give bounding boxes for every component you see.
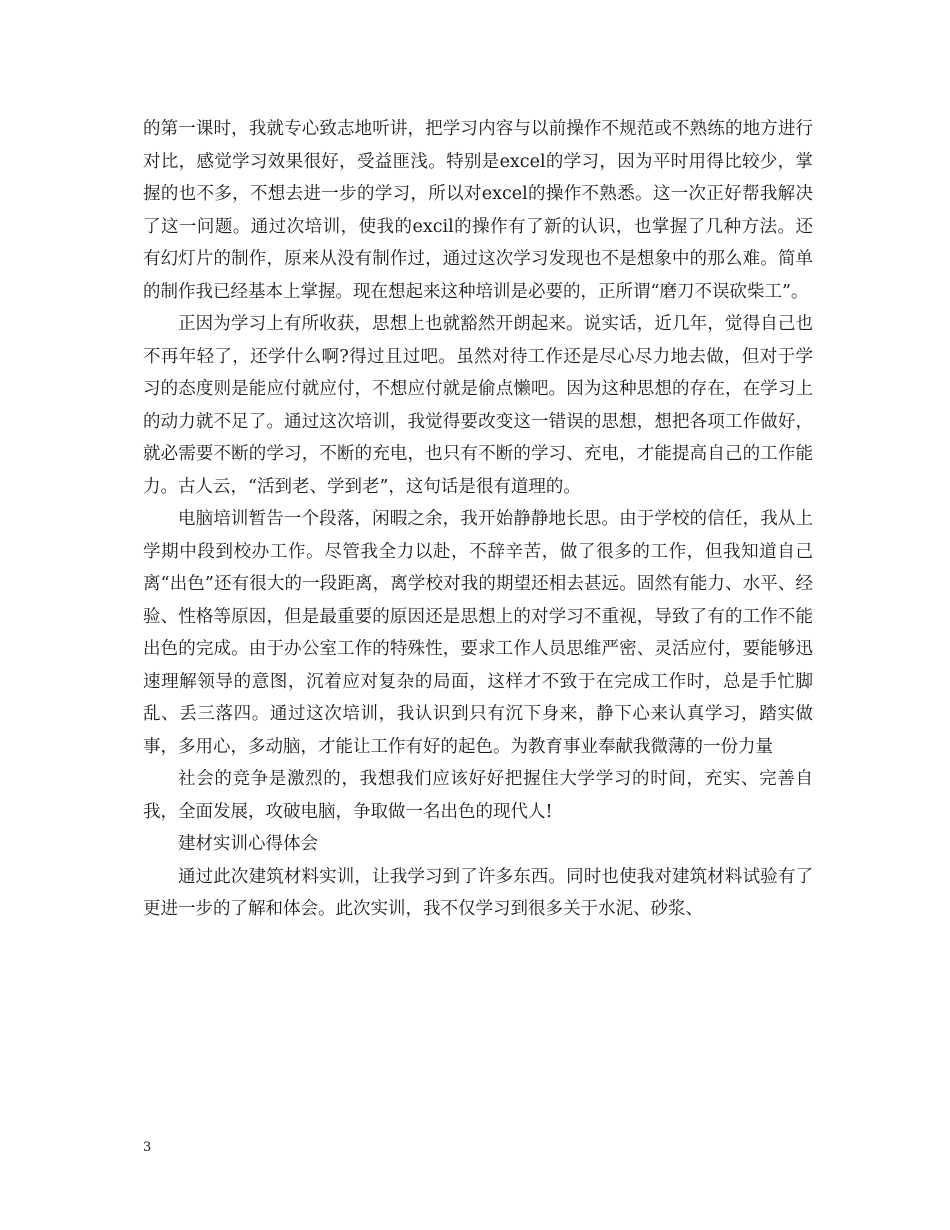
page-number: 3 — [143, 1140, 152, 1155]
paragraph-2: 正因为学习上有所收获，思想上也就豁然开朗起来。说实话，近几年，觉得自己也不再年轻了，还学什么啊?得过且过吧。虽然对待工作还是尽心尽力地去做，但对于学习的态度则是能应付就应付，不想应付就是偷点懒吧。因为这种思想的存在，在学习上的动力就不足了。通过这次培训，我觉得要改变这一错误的思想，想把各项工作做好，就必需要不断的学习，不断的充电，也只有不断的学习、充电，才能提高自己的工作能力。古人云，“活到老、学到老”，这句话是很有道理的。 — [143, 314, 813, 497]
paragraph-1: 的第一课时，我就专心致志地听讲，把学习内容与以前操作不规范或不熟练的地方进行对比，感觉学习效果很好，受益匪浅。特别是excel的学习，因为平时用得比较少，掌握的也不多，不想去进一步的学习，所以对excel的操作不熟悉。这一次正好帮我解决了这一问题。通过次培训，使我的excil的操作有了新的认识，也掌握了几种方法。还有幻灯片的制作，原来从没有制作过，通过这次学习发现也不是想象中的那么难。简单的制作我已经基本上掌握。现在想起来这种培训是必要的，正所谓“磨刀不误砍柴工”。 — [143, 119, 813, 302]
paragraph-5: 通过此次建筑材料实训，让我学习到了许多东西。同时也使我对建筑材料试验有了更进一步的了解和体会。此次实训，我不仅学习到很多关于水泥、砂浆、 — [143, 866, 813, 919]
section-heading: 建材实训心得体会 — [178, 834, 318, 854]
paragraph-4: 社会的竞争是激烈的，我想我们应该好好把握住大学学习的时间，充实、完善自我，全面发展，攻破电脑，争取做一名出色的现代人! — [143, 769, 813, 822]
body-text — [143, 113, 813, 926]
paragraph-3: 电脑培训暂告一个段落，闲暇之余，我开始静静地长思。由于学校的信任，我从上学期中段到校办工作。尽管我全力以赴，不辞辛苦，做了很多的工作，但我知道自己离“出色”还有很大的一段距离，离学校对我的期望还相去甚远。固然有能力、水平、经验、性格等原因，但是最重要的原因还是思想上的对学习不重视，导致了有的工作不能出色的完成。由于办公室工作的特殊性，要求工作人员思维严密、灵活应付，要能够迅速理解领导的意图，沉着应对复杂的局面，这样才不致于在完成工作时，总是手忙脚乱、丢三落四。通过这次培训，我认识到只有沉下身来，静下心来认真学习，踏实做事，多用心，多动脑，才能让工作有好的起色。为教育事业奉献我微薄的一份力量 — [143, 509, 813, 757]
